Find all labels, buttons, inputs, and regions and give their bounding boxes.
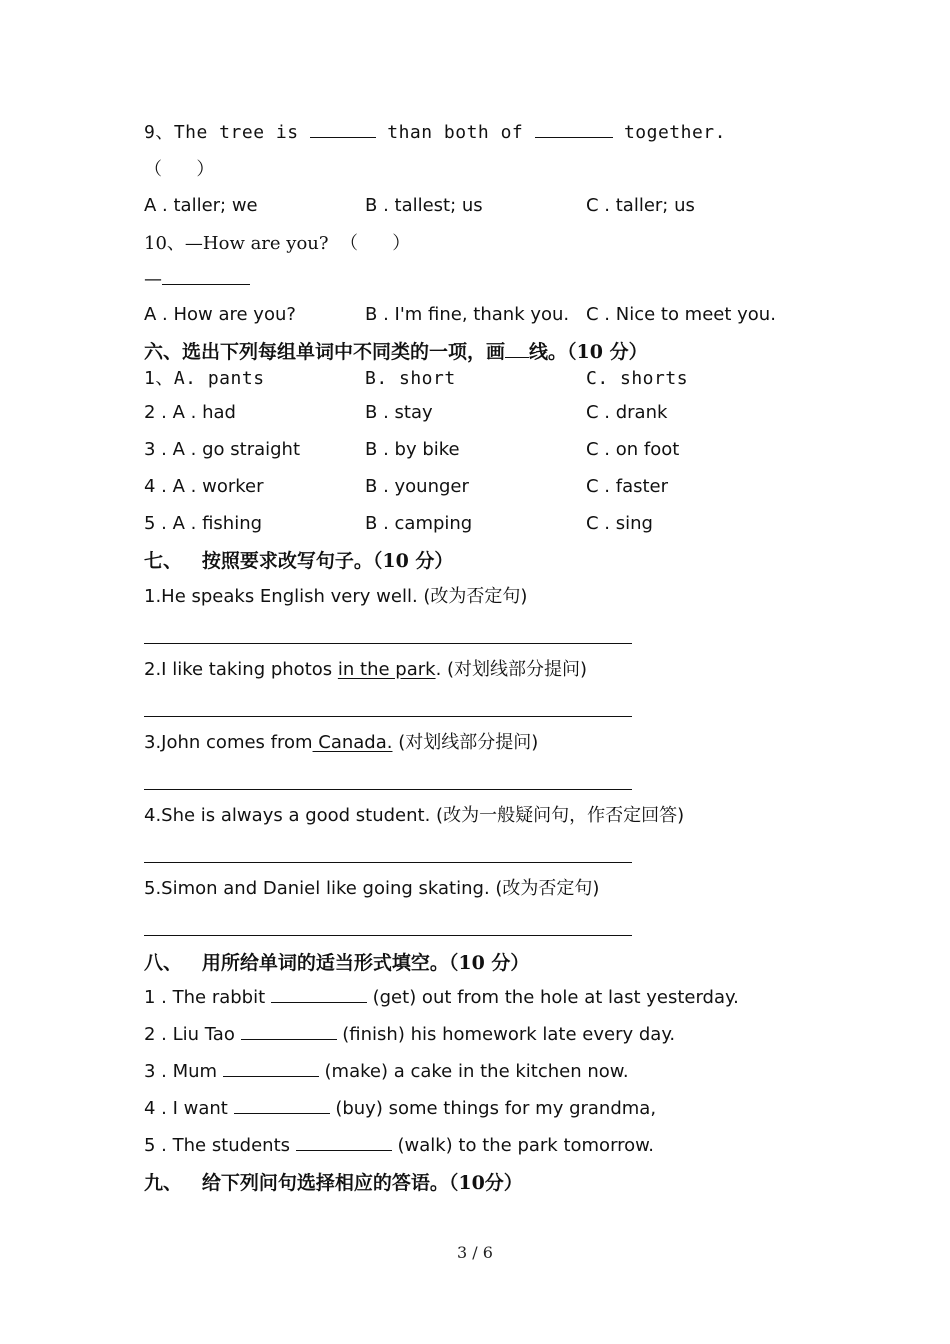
section7-answer-line-5[interactable]	[144, 935, 632, 936]
section7-item5-text: 5.Simon and Daniel like going skating. (改为否定句)	[144, 878, 600, 899]
section8-item5-blank[interactable]	[296, 1134, 392, 1151]
section8-item4	[144, 1097, 656, 1121]
section8-item5-after: (walk) to the park tomorrow.	[391, 1135, 654, 1156]
q10-option-a: A . How are you?	[144, 304, 296, 325]
section7-answer-line-3[interactable]	[144, 789, 632, 790]
section8-item1-blank[interactable]	[271, 986, 367, 1003]
section6-row2-c: C . drank	[586, 402, 668, 423]
section6-row5-c: C . sing	[586, 513, 653, 534]
section6-row3-a: 3 . A . go straight	[144, 439, 301, 460]
section6-heading-blank	[505, 340, 529, 358]
section7-item4	[144, 804, 684, 828]
section7-item1-text: 1.He speaks English very well. (改为否定句)	[144, 586, 528, 607]
section8-item4-before: 4 . I want	[144, 1098, 234, 1119]
page-number: 3 / 6	[457, 1243, 493, 1262]
section6-row2-a: 2 . A . had	[144, 402, 236, 423]
section8-item3-after: (make) a cake in the kitchen now.	[318, 1061, 629, 1082]
section7-answer-line-2[interactable]	[144, 716, 632, 717]
q9-answer-paren[interactable]: （ ）	[144, 159, 215, 180]
section6-row3-c: C . on foot	[586, 439, 680, 460]
section7-item3-underlined: Canada.	[312, 732, 393, 753]
q9-stem	[144, 121, 726, 145]
q9-stem-part2: than both of	[375, 122, 535, 143]
section7-item3-text: 3.John comes from	[144, 732, 313, 753]
q9-option-c: C . taller; us	[586, 195, 695, 216]
section6-row4-a: 4 . A . worker	[144, 476, 264, 497]
section7-item2-underlined: in the park	[337, 659, 436, 680]
section6-heading-part2: 线。（10 分）	[529, 341, 648, 363]
section7-item2-text: 2.I like taking photos	[144, 659, 338, 680]
section6-heading	[144, 340, 648, 364]
section6-row1-b: B. short	[365, 368, 456, 389]
section6-row5-a: 5 . A . fishing	[144, 513, 263, 534]
section6-row4-c: C . faster	[586, 476, 669, 497]
section8-item2-blank[interactable]	[241, 1023, 337, 1040]
section8-item3-blank[interactable]	[223, 1060, 319, 1077]
section7-answer-line-1[interactable]	[144, 643, 632, 644]
section7-answer-line-4[interactable]	[144, 862, 632, 863]
q10-stem: 10、—How are you? （ ）	[144, 233, 411, 254]
q9-blank-2[interactable]	[535, 121, 613, 138]
q9-stem-part3: together.	[612, 122, 726, 143]
q9-option-b: B . tallest; us	[365, 195, 483, 216]
section6-row2-b: B . stay	[365, 402, 433, 423]
section8-item1-before: 1 . The rabbit	[144, 987, 271, 1008]
q9-option-a: A . taller; we	[144, 195, 258, 216]
section7-item4-text: 4.She is always a good student. (改为一般疑问句，作否定回答)	[144, 805, 685, 826]
q10-option-c: C . Nice to meet you.	[586, 304, 776, 325]
section6-row3-b: B . by bike	[365, 439, 460, 460]
q10-option-b: B . I'm fine, thank you.	[365, 304, 570, 325]
section7-item3-instruction: (对划线部分提问)	[392, 732, 539, 753]
section8-item3-before: 3 . Mum	[144, 1061, 223, 1082]
section6-row5-b: B . camping	[365, 513, 473, 534]
section6-row1-c: C. shorts	[586, 368, 689, 389]
section8-item2-after: (finish) his homework late every day.	[336, 1024, 676, 1045]
section8-item1	[144, 986, 739, 1010]
section8-item5	[144, 1134, 654, 1158]
section8-item5-before: 5 . The students	[144, 1135, 296, 1156]
section7-heading: 七、 按照要求改写句子。（10 分）	[144, 550, 454, 572]
q9-blank-1[interactable]	[310, 121, 376, 138]
section8-item1-after: (get) out from the hole at last yesterday.	[366, 987, 739, 1008]
q10-reply-dash: —	[144, 269, 162, 290]
section7-item2-instruction: . (对划线部分提问)	[435, 659, 588, 680]
section9-heading: 九、 给下列问句选择相应的答语。（10分）	[144, 1172, 523, 1194]
section6-heading-part1: 六、选出下列每组单词中不同类的一项，画	[144, 341, 506, 363]
q9-stem-part1: 9、The tree is	[144, 122, 310, 143]
section7-item1	[144, 585, 527, 609]
section8-item4-blank[interactable]	[234, 1097, 330, 1114]
section8-item2	[144, 1023, 675, 1047]
q10-reply-blank[interactable]	[162, 268, 250, 285]
section7-item3	[144, 731, 538, 755]
section7-item5	[144, 877, 599, 901]
q10-reply	[144, 268, 250, 292]
section8-heading: 八、 用所给单词的适当形式填空。（10 分）	[144, 952, 530, 974]
section6-row1-a: 1、A. pants	[144, 368, 265, 389]
section7-item2	[144, 658, 587, 682]
section8-item4-after: (buy) some things for my grandma,	[329, 1098, 657, 1119]
section6-row4-b: B . younger	[365, 476, 469, 497]
section8-item3	[144, 1060, 629, 1084]
section8-item2-before: 2 . Liu Tao	[144, 1024, 241, 1045]
